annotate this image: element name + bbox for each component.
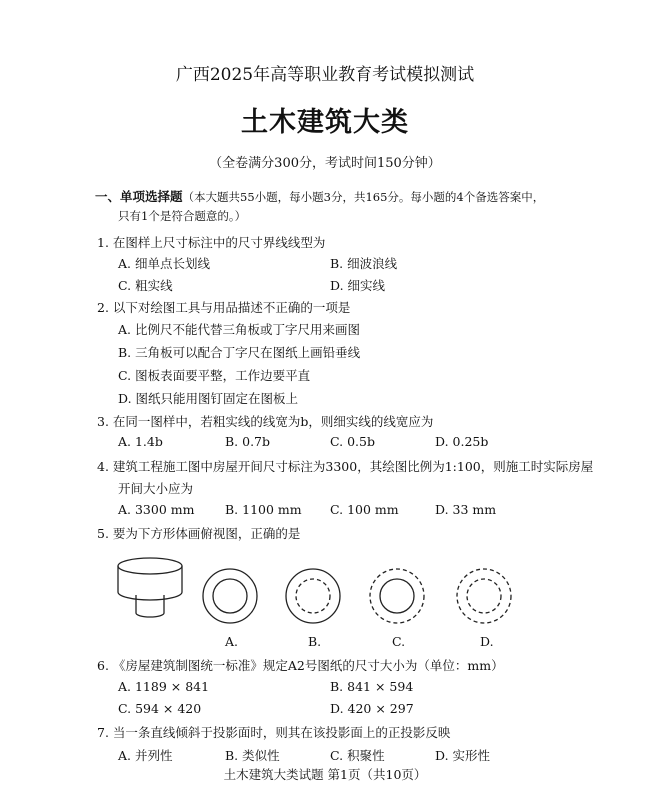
q5-option-b-figure xyxy=(286,569,340,623)
exam-title: 广西2025年高等职业教育考试模拟测试 xyxy=(175,65,475,85)
q2-stem: 2. 以下对绘图工具与用品描述不正确的一项是 xyxy=(97,300,351,315)
q3-stem: 3. 在同一图样中，若粗实线的线宽为b，则细实线的线宽应为 xyxy=(97,414,434,429)
q7-option-d: D. 实形性 xyxy=(435,748,491,763)
q2-option-d: D. 图纸只能用图钉固定在图板上 xyxy=(118,391,299,406)
exam-note: （全卷满分300分，考试时间150分钟） xyxy=(209,156,441,171)
q5-option-a: A. xyxy=(225,634,239,649)
q7-option-c: C. 积聚性 xyxy=(330,748,385,763)
q4-option-a: A. 3300 mm xyxy=(118,502,195,517)
q3-option-b: B. 0.7b xyxy=(225,434,271,449)
q6-option-d: D. 420 × 297 xyxy=(330,701,414,716)
q1-option-c: C. 粗实线 xyxy=(118,278,173,293)
q7-option-b: B. 类似性 xyxy=(225,748,280,763)
q4-option-d: D. 33 mm xyxy=(435,502,497,517)
q7-option-a: A. 并列性 xyxy=(118,748,173,763)
q6-stem: 6. 《房屋建筑制图统一标准》规定A2号图纸的尺寸大小为（单位：mm） xyxy=(97,658,504,673)
q6-option-b: B. 841 × 594 xyxy=(330,679,414,694)
section-title: 一、单项选择题 xyxy=(95,189,183,204)
section-desc: （本大题共55小题，每小题3分，共165分。每小题的4个备选答案中， xyxy=(182,190,545,204)
q4-stem: 4. 建筑工程施工图中房屋开间尺寸标注为3300，其绘图比例为1:100，则施工时实际房屋 xyxy=(97,459,594,474)
q4-option-c: C. 100 mm xyxy=(330,502,399,517)
page-footer: 土木建筑大类试题 第1页（共10页） xyxy=(223,767,427,782)
q6-option-c: C. 594 × 420 xyxy=(118,701,202,716)
q1-option-d: D. 细实线 xyxy=(330,278,386,293)
q4-stem-cont: 开间大小应为 xyxy=(118,481,194,496)
q6-option-a: A. 1189 × 841 xyxy=(118,679,210,694)
q3-option-a: A. 1.4b xyxy=(118,434,163,449)
q2-option-b: B. 三角板可以配合丁字尺在图纸上画铅垂线 xyxy=(118,345,361,360)
q1-stem: 1. 在图样上尺寸标注中的尺寸界线线型为 xyxy=(97,235,326,250)
q5-option-d-figure xyxy=(457,569,511,623)
q5-option-d: D. xyxy=(480,634,494,649)
section-desc-cont: 只有1个是符合题意的。） xyxy=(118,209,247,223)
q5-option-b: B. xyxy=(308,634,322,649)
q5-option-c: C. xyxy=(392,634,406,649)
q4-option-b: B. 1100 mm xyxy=(225,502,302,517)
q5-option-a-figure xyxy=(203,569,257,623)
q3-option-c: C. 0.5b xyxy=(330,434,375,449)
q2-option-a: A. 比例尺不能代替三角板或丁字尺用来画图 xyxy=(118,322,360,337)
q5-stem: 5. 要为下方形体画俯视图，正确的是 xyxy=(97,526,301,541)
q1-option-b: B. 细波浪线 xyxy=(330,256,398,271)
q5-option-c-figure xyxy=(370,569,424,623)
q3-option-d: D. 0.25b xyxy=(435,434,489,449)
q7-stem: 7. 当一条直线倾斜于投影面时，则其在该投影面上的正投影反映 xyxy=(97,725,451,740)
q1-option-a: A. 细单点长划线 xyxy=(118,256,210,271)
q2-option-c: C. 图板表面要平整，工作边要平直 xyxy=(118,368,311,383)
exam-subject: 土木建筑大类 xyxy=(241,107,409,138)
q5-solid-figure xyxy=(118,558,182,617)
